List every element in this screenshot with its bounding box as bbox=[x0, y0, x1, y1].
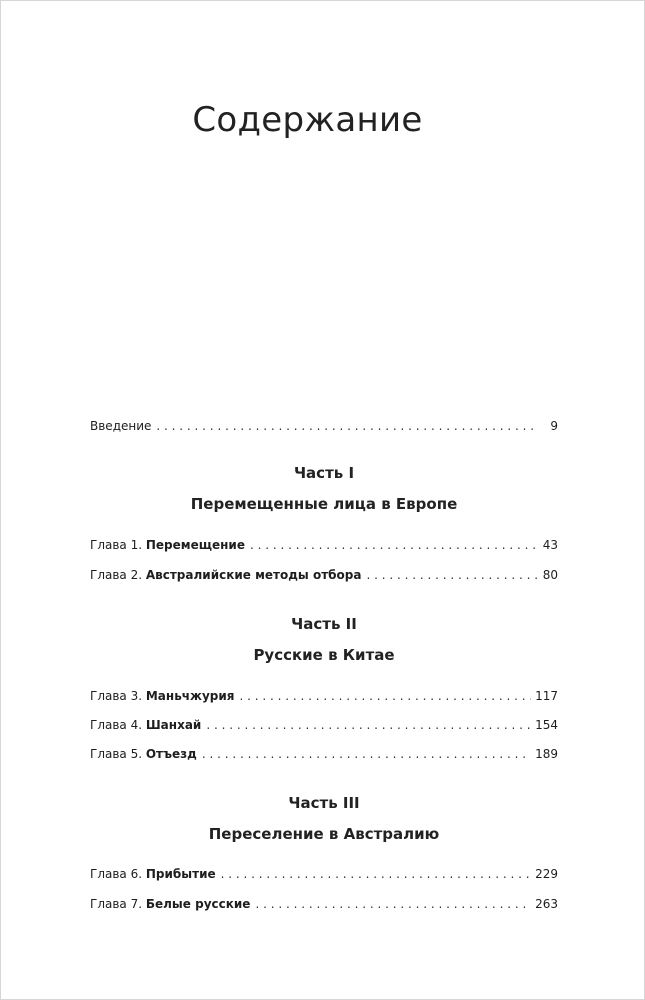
dot-leader bbox=[250, 537, 538, 553]
page-number: 43 bbox=[542, 538, 558, 552]
dot-leader bbox=[202, 746, 531, 762]
chapter-title: Перемещение bbox=[145, 538, 245, 552]
chapter-prefix: Глава 2. bbox=[90, 568, 143, 582]
part-2-title: Русские в Китае bbox=[253, 646, 395, 664]
chapter-title: Маньчжурия bbox=[145, 689, 235, 703]
dot-leader bbox=[255, 896, 531, 912]
page-number: 263 bbox=[535, 897, 558, 911]
chapter-prefix: Глава 5. bbox=[90, 747, 143, 761]
part-3-label: Часть III bbox=[288, 794, 360, 812]
chapter-title: Австралийские методы отбора bbox=[145, 568, 362, 582]
page-number: 154 bbox=[535, 718, 558, 732]
chapter-prefix: Глава 7. bbox=[90, 897, 143, 911]
toc-entry-chapter-6[interactable] bbox=[90, 866, 558, 882]
toc-entry-chapter-7[interactable] bbox=[90, 896, 558, 912]
page-number: 189 bbox=[535, 747, 558, 761]
chapter-prefix: Глава 6. bbox=[90, 867, 143, 881]
dot-leader bbox=[206, 717, 531, 733]
chapter-title: Прибытие bbox=[145, 867, 216, 881]
toc-entry-chapter-5[interactable] bbox=[90, 746, 558, 762]
dot-leader bbox=[366, 567, 538, 583]
page-number: 80 bbox=[542, 568, 558, 582]
chapter-prefix: Глава 4. bbox=[90, 718, 143, 732]
toc-entry-chapter-2[interactable] bbox=[90, 567, 558, 583]
part-3-title: Переселение в Австралию bbox=[208, 825, 440, 843]
page-number: 117 bbox=[535, 689, 558, 703]
toc-entry-chapter-4[interactable] bbox=[90, 717, 558, 733]
chapter-prefix: Глава 1. bbox=[90, 538, 143, 552]
part-1-title: Перемещенные лица в Европе bbox=[190, 495, 458, 513]
chapter-prefix: Глава 3. bbox=[90, 689, 143, 703]
page-number: 229 bbox=[535, 867, 558, 881]
page-number: 9 bbox=[550, 419, 558, 433]
toc-entry-introduction[interactable] bbox=[90, 418, 558, 434]
dot-leader bbox=[156, 418, 538, 434]
chapter-title: Белые русские bbox=[145, 897, 251, 911]
part-1-label: Часть I bbox=[293, 464, 355, 482]
page-title: Содержание bbox=[192, 100, 423, 140]
chapter-title: Отъезд bbox=[145, 747, 197, 761]
toc-entry-chapter-1[interactable] bbox=[90, 537, 558, 553]
chapter-title: Шанхай bbox=[145, 718, 202, 732]
introduction-label: Введение bbox=[90, 419, 152, 433]
dot-leader bbox=[221, 866, 531, 882]
dot-leader bbox=[239, 688, 531, 704]
toc-entry-chapter-3[interactable] bbox=[90, 688, 558, 704]
part-2-label: Часть II bbox=[291, 615, 357, 633]
